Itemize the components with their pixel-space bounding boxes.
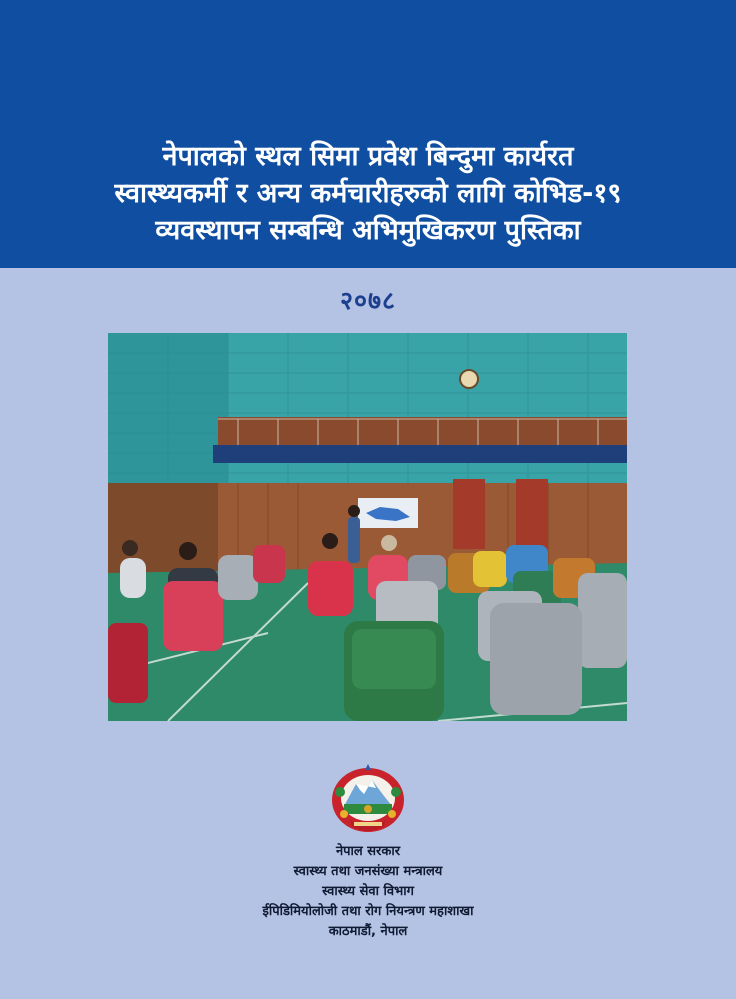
cover-title <box>0 138 736 249</box>
publisher-line-5: काठमाडौं, नेपाल <box>328 924 408 939</box>
publisher-line-4: ईपिडिमियोलोजी तथा रोग नियन्त्रण महाशाखा <box>262 904 474 919</box>
publisher-line-2: स्वास्थ्य तथा जनसंख्या मन्त्रालय <box>293 864 443 879</box>
nepal-government-emblem-icon <box>328 760 408 836</box>
title-line-1: नेपालको स्थल सिमा प्रवेश बिन्दुमा कार्यरत <box>162 141 574 172</box>
training-hall-photo <box>108 333 627 721</box>
publication-year: २०७८ <box>339 286 396 315</box>
publisher-block <box>0 842 736 942</box>
title-line-3: व्यवस्थापन सम्बन्धि अभिमुखिकरण पुस्तिका <box>155 215 581 246</box>
title-line-2: स्वास्थ्यकर्मी र अन्य कर्मचारीहरुको लागि कोभिड-१९ <box>114 178 622 209</box>
publisher-line-3: स्वास्थ्य सेवा विभाग <box>322 884 414 899</box>
publisher-line-1: नेपाल सरकार <box>335 844 401 859</box>
